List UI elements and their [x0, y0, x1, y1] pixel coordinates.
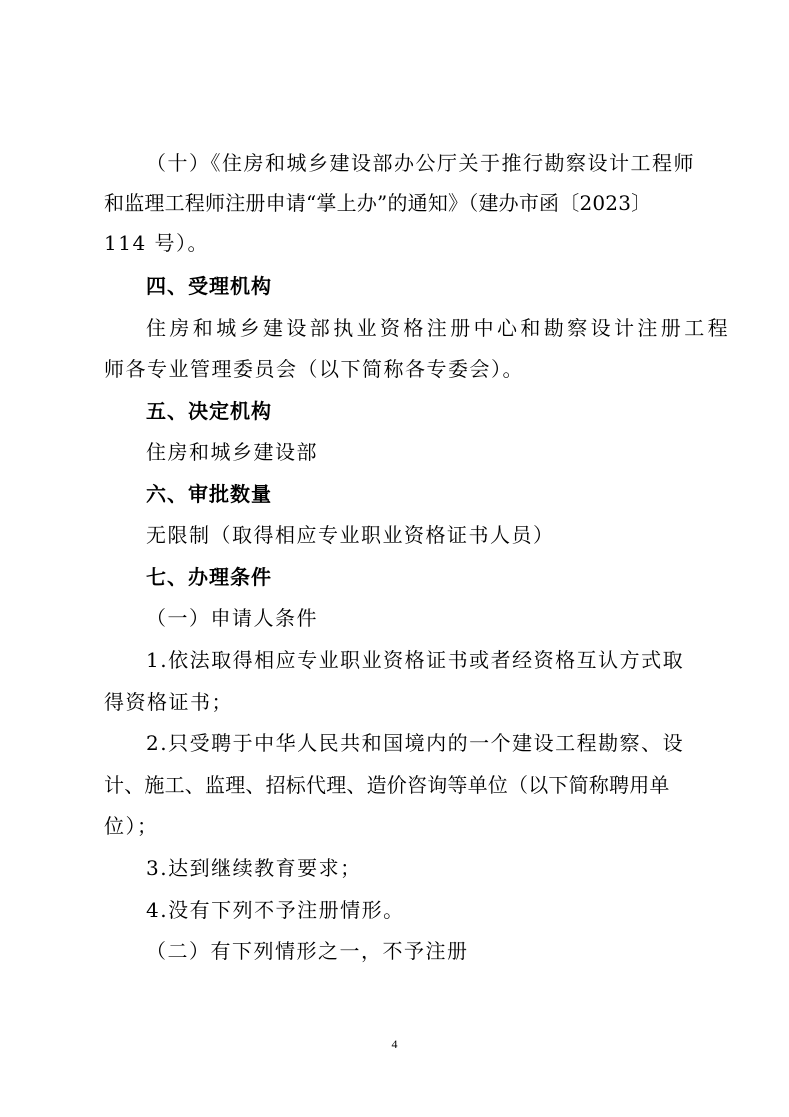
condition-1-line-1: 1.依法取得相应专业职业资格证书或者经资格互认方式取	[146, 648, 685, 672]
section-4-heading: 四、受理机构	[146, 274, 272, 298]
item-10-line-3: 114 号）。	[104, 231, 210, 255]
section-5-line-1: 住房和城乡建设部	[146, 440, 318, 464]
section-5-heading: 五、决定机构	[146, 399, 272, 423]
section-7-heading: 七、办理条件	[146, 565, 272, 589]
condition-4: 4.没有下列不予注册情形。	[146, 898, 405, 922]
section-6-line-1: 无限制（取得相应专业职业资格证书人员）	[146, 523, 555, 547]
item-10-line-2: 和监理工程师注册申请“掌上办”的通知》（建办市函〔2023〕	[104, 191, 652, 215]
item-10-line-1: （十）《住房和城乡建设部办公厅关于推行勘察设计工程师	[146, 151, 695, 175]
section-6-heading: 六、审批数量	[146, 482, 272, 506]
condition-3: 3.达到继续教育要求；	[146, 856, 362, 880]
condition-1-line-2: 得资格证书；	[104, 690, 233, 714]
condition-2-line-1: 2.只受聘于中华人民共和国境内的一个建设工程勘察、设	[146, 731, 685, 755]
section-7-subsection-1-title: （一）申请人条件	[146, 606, 318, 630]
section-7-subsection-2-title: （二）有下列情形之一，不予注册	[146, 939, 469, 963]
condition-2-line-2: 计、施工、监理、招标代理、造价咨询等单位（以下简称聘用单	[104, 773, 670, 797]
page-number: 4	[391, 1037, 398, 1051]
section-4-line-2: 师各专业管理委员会（以下简称各专委会）。	[104, 357, 524, 381]
section-4-line-1: 住房和城乡建设部执业资格注册中心和勘察设计注册工程	[146, 316, 731, 340]
condition-2-line-3: 位）；	[104, 814, 159, 838]
